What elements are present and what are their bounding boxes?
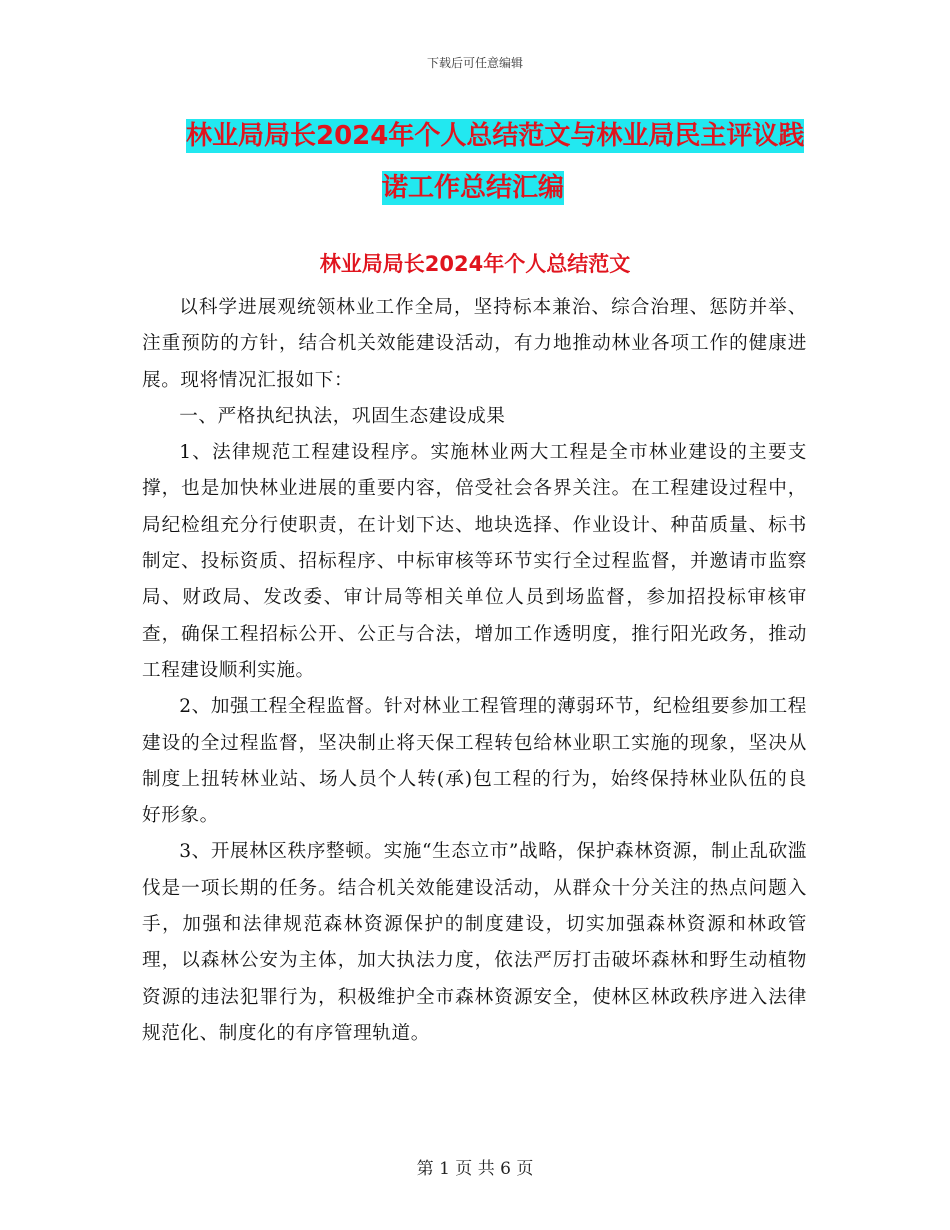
paragraph-item-2: 2、加强工程全程监督。针对林业工程管理的薄弱环节，纪检组要参加工程建设的全过程监督，坚决制止将天保工程转包给林业职工实施的现象，坚决从制度上扭转林业站、场人员个人转(承)包工程的行为，始终保持林业队伍的良好形象。 bbox=[142, 696, 807, 827]
paragraph-item-1: 1、法律规范工程建设程序。实施林业两大工程是全市林业建设的主要支撑，也是加快林业进展的重要内容，倍受社会各界关注。在工程建设过程中，局纪检组充分行使职责，在计划下达、地块选择、作业设计、种苗质量、标书制定、投标资质、招标程序、中标审核等环节实行全过程监督，并邀请市监察局、财政局、发改委、审计局等相关单位人员到场监督，参加招投标审核审查，确保工程招标公开、公正与合法，增加工作透明度，推行阳光政务，推动工程建设顺利实施。 bbox=[142, 442, 807, 681]
document-title-line2: 诺工作总结汇编 bbox=[382, 173, 565, 203]
page-number-footer: 第 1 页 共 6 页 bbox=[416, 1159, 534, 1179]
document-title-line1: 林业局局长2024年个人总结范文与林业局民主评议践 bbox=[186, 121, 805, 151]
paragraph-item-3: 3、开展林区秩序整顿。实施“生态立市”战略，保护森林资源，制止乱砍滥伐是一项长期的任务。结合机关效能建设活动，从群众十分关注的热点问题入手，加强和法律规范森林资源保护的制度建设，切实加强森林资源和林政管理，以森林公安为主体，加大执法力度，依法严厉打击破坏森林和野生动植物资源的违法犯罪行为，积极维护全市森林资源安全，使林区林政秩序进入法律规范化、制度化的有序管理轨道。 bbox=[142, 841, 807, 1044]
paragraph-intro: 以科学进展观统领林业工作全局，坚持标本兼治、综合治理、惩防并举、注重预防的方针，结合机关效能建设活动，有力地推动林业各项工作的健康进展。现将情况汇报如下： bbox=[142, 297, 807, 391]
header-note: 下载后可任意编辑 bbox=[426, 56, 523, 70]
document-title bbox=[186, 110, 826, 214]
section-title: 林业局局长2024年个人总结范文 bbox=[319, 252, 631, 276]
paragraph-heading-1: 一、严格执纪执法，巩固生态建设成果 bbox=[179, 405, 506, 427]
body-text bbox=[142, 290, 807, 1052]
